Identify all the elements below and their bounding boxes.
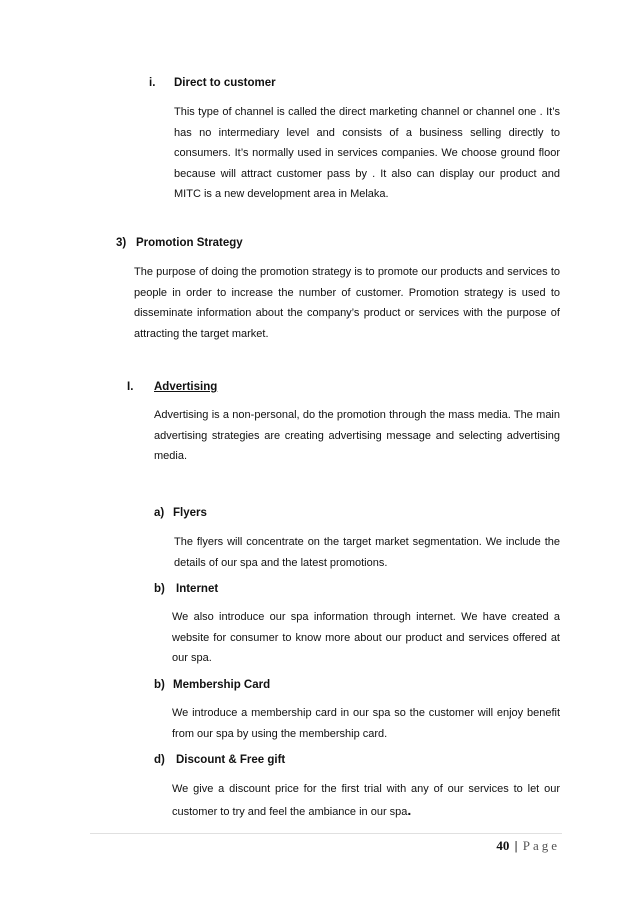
heading-marker: 3) [116,237,127,249]
page-number: 40 [496,838,510,853]
paragraph-promotion-strategy: The purpose of doing the promotion strategy is to promote our products and services to people in order to increase the number of customer. Promotion strategy is used to disseminate information about the company’s product or services with the purpose of attracting the target market. [134,266,560,340]
paragraph-advertising: Advertising is a non-personal, do the promotion through the mass media. The main advertising strategies are creating advertising message and selecting advertising media. [154,409,560,462]
paragraph-internet: We also introduce our spa information through internet. We have created a website for consumer to know more about our product and services offered at our spa. [172,611,560,664]
heading-discount-free-gift [154,754,285,766]
paragraph-text: We give a discount price for the first trial with any of our services to let our customer to try and feel the ambiance in our spa [172,783,560,818]
heading-advertising [127,381,217,393]
paragraph-discount-free-gift [172,779,560,822]
heading-marker: I. [127,381,134,393]
footer-separator: | [514,838,518,853]
heading-title: Promotion Strategy [136,237,243,249]
heading-membership-card [154,679,270,691]
page-word: Page [522,838,560,853]
heading-promotion-strategy [116,237,243,249]
heading-title: Discount & Free gift [176,754,286,766]
heading-marker: b) [154,583,165,595]
heading-marker: d) [154,754,165,766]
page-footer [496,838,560,854]
heading-marker: b) [154,679,165,691]
heading-title: Membership Card [173,679,271,691]
heading-title: Direct to customer [174,77,276,89]
heading-flyers [154,507,207,519]
heading-marker: i. [149,77,156,89]
heading-direct-to-customer [149,77,276,89]
heading-title: Advertising [154,381,218,393]
heading-marker: a) [154,507,165,519]
heading-title: Internet [176,583,219,595]
paragraph-flyers: The flyers will concentrate on the target market segmentation. We include the details of our spa and the latest promotions. [174,536,560,569]
heading-internet [154,583,218,595]
paragraph-membership-card: We introduce a membership card in our spa so the customer will enjoy benefit from our spa by using the membership card. [172,707,560,740]
heading-title: Flyers [173,507,207,519]
paragraph-direct-to-customer: This type of channel is called the direct marketing channel or channel one . It’s has no intermediary level and consists of a business selling directly to consumers. It’s normally used in services companies. We choose ground floor because will attract customer pass by . It also can display our product and MITC is a new development area in Melaka. [174,106,560,200]
footer-divider [90,833,562,834]
paragraph-trailing-period: . [407,801,412,818]
